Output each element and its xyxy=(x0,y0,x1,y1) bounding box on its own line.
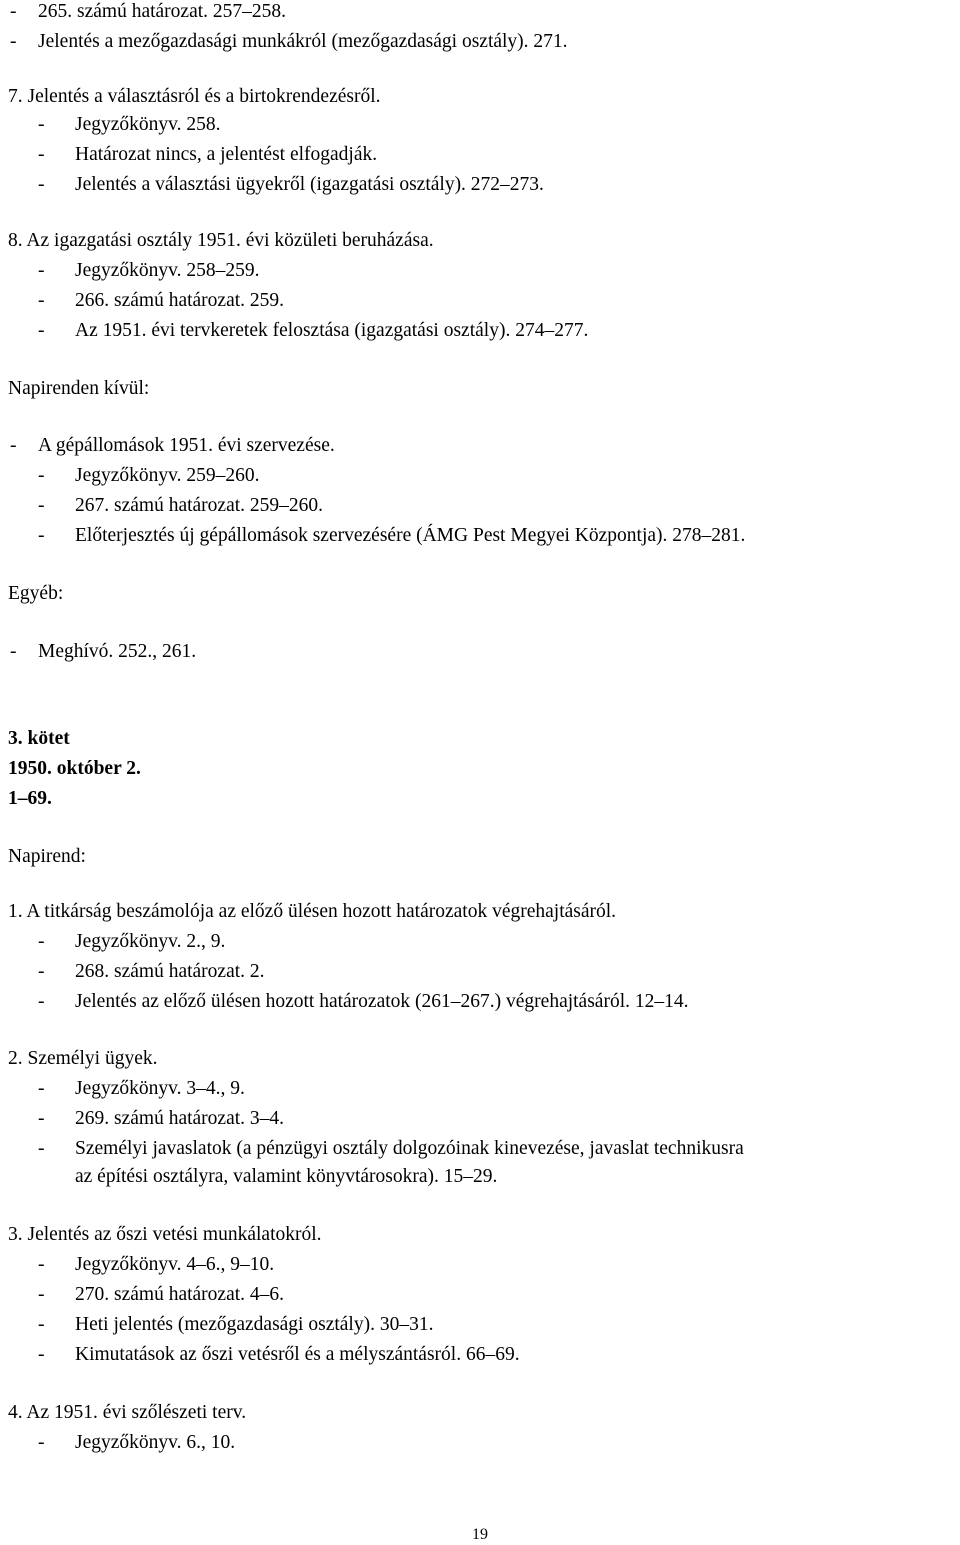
dash-marker: - xyxy=(38,931,45,952)
list-item-continuation: az építési osztályra, valamint könyvtárosokra). 15–29. xyxy=(75,1166,498,1187)
section-heading: Napirend: xyxy=(8,846,86,867)
list-item: Előterjesztés új gépállomások szervezésére (ÁMG Pest Megyei Központja). 278–281. xyxy=(75,525,746,546)
list-item: Heti jelentés (mezőgazdasági osztály). 30–31. xyxy=(75,1314,434,1335)
dash-marker: - xyxy=(38,1078,45,1099)
page-number: 19 xyxy=(472,1526,488,1543)
list-item: 268. számú határozat. 2. xyxy=(75,961,265,982)
dash-marker: - xyxy=(38,1138,45,1159)
dash-marker: - xyxy=(38,1254,45,1275)
agenda-item-heading: 7. Jelentés a választásról és a birtokrendezésről. xyxy=(8,86,381,107)
list-item: Jegyzőkönyv. 259–260. xyxy=(75,465,260,486)
list-item: 270. számú határozat. 4–6. xyxy=(75,1284,285,1305)
dash-marker: - xyxy=(10,435,17,456)
agenda-item-heading: 1. A titkárság beszámolója az előző ülésen hozott határozatok végrehajtásáról. xyxy=(8,901,617,922)
list-item: Meghívó. 252., 261. xyxy=(38,641,197,662)
dash-marker: - xyxy=(38,1432,45,1453)
list-item: 269. számú határozat. 3–4. xyxy=(75,1108,285,1129)
dash-marker: - xyxy=(38,495,45,516)
dash-marker: - xyxy=(38,144,45,165)
list-item: Az 1951. évi tervkeretek felosztása (igazgatási osztály). 274–277. xyxy=(75,320,589,341)
list-item: Jelentés a választási ügyekről (igazgatási osztály). 272–273. xyxy=(75,174,544,195)
volume-pages: 1–69. xyxy=(8,788,52,809)
list-item: Jegyzőkönyv. 6., 10. xyxy=(75,1432,236,1453)
dash-marker: - xyxy=(38,1344,45,1365)
dash-marker: - xyxy=(38,320,45,341)
list-item: A gépállomások 1951. évi szervezése. xyxy=(38,435,335,456)
agenda-item-heading: 4. Az 1951. évi szőlészeti terv. xyxy=(8,1402,247,1423)
dash-marker: - xyxy=(38,174,45,195)
list-item: Jelentés a mezőgazdasági munkákról (mezőgazdasági osztály). 271. xyxy=(38,31,568,52)
dash-marker: - xyxy=(38,290,45,311)
dash-marker: - xyxy=(38,1314,45,1335)
list-item: Jegyzőkönyv. 3–4., 9. xyxy=(75,1078,245,1099)
list-item: 265. számú határozat. 257–258. xyxy=(38,1,287,22)
list-item: 266. számú határozat. 259. xyxy=(75,290,285,311)
agenda-item-heading: 8. Az igazgatási osztály 1951. évi közületi beruházása. xyxy=(8,230,434,251)
list-item: Jegyzőkönyv. 2., 9. xyxy=(75,931,226,952)
list-item: Kimutatások az őszi vetésről és a mélyszántásról. 66–69. xyxy=(75,1344,520,1365)
section-heading: Egyéb: xyxy=(8,583,64,604)
dash-marker: - xyxy=(38,525,45,546)
list-item: Jegyzőkönyv. 258. xyxy=(75,114,221,135)
dash-marker: - xyxy=(10,31,17,52)
dash-marker: - xyxy=(38,991,45,1012)
list-item: Jegyzőkönyv. 258–259. xyxy=(75,260,260,281)
dash-marker: - xyxy=(38,114,45,135)
list-item: Jelentés az előző ülésen hozott határozatok (261–267.) végrehajtásáról. 12–14. xyxy=(75,991,689,1012)
dash-marker: - xyxy=(10,1,17,22)
agenda-item-heading: 3. Jelentés az őszi vetési munkálatokról. xyxy=(8,1224,322,1245)
agenda-item-heading: 2. Személyi ügyek. xyxy=(8,1048,158,1069)
list-item: Határozat nincs, a jelentést elfogadják. xyxy=(75,144,378,165)
list-item: Személyi javaslatok (a pénzügyi osztály dolgozóinak kinevezése, javaslat technikusra xyxy=(75,1138,744,1159)
dash-marker: - xyxy=(38,1108,45,1129)
list-item: 267. számú határozat. 259–260. xyxy=(75,495,324,516)
dash-marker: - xyxy=(38,260,45,281)
dash-marker: - xyxy=(38,1284,45,1305)
volume-title: 3. kötet xyxy=(8,728,70,749)
dash-marker: - xyxy=(38,465,45,486)
dash-marker: - xyxy=(38,961,45,982)
volume-date: 1950. október 2. xyxy=(8,758,141,779)
dash-marker: - xyxy=(10,641,17,662)
section-heading: Napirenden kívül: xyxy=(8,378,150,399)
list-item: Jegyzőkönyv. 4–6., 9–10. xyxy=(75,1254,275,1275)
